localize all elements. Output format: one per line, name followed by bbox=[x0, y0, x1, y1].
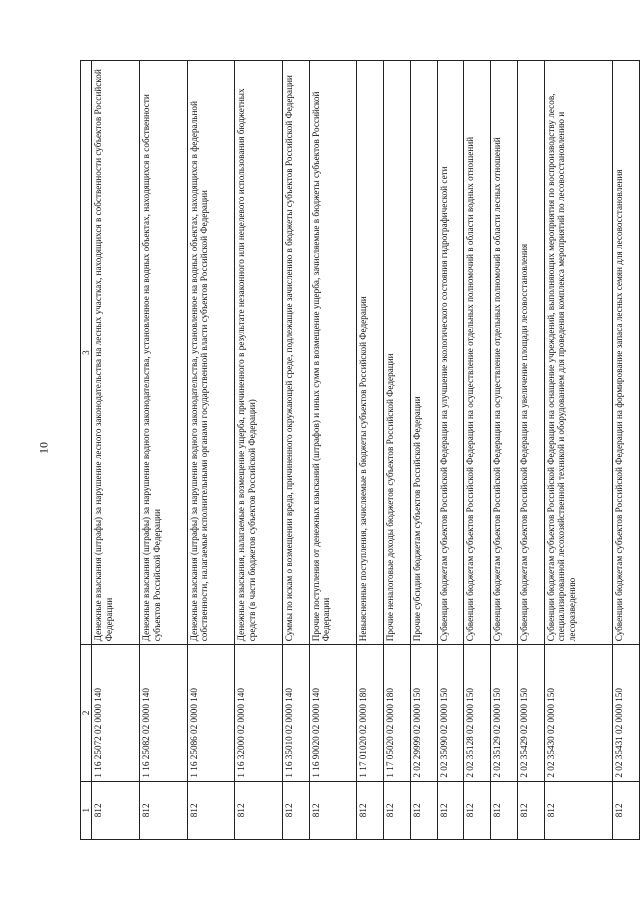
description-cell: Прочие субсидии бюджетам субъектов Российской Федерации bbox=[410, 61, 437, 645]
admin-code-cell: 812 bbox=[384, 781, 411, 839]
admin-code-cell: 812 bbox=[491, 781, 518, 839]
table-row bbox=[139, 61, 187, 840]
table-row bbox=[437, 61, 464, 840]
description-cell: Денежные взыскания, налагаемые в возмещение ущерба, причиненного в результате незаконного или нецелевого использования бюджетных средств (в части бюджетов субъектов Российской Федерации) bbox=[235, 61, 283, 645]
admin-code-cell: 812 bbox=[309, 781, 357, 839]
table-row bbox=[544, 61, 612, 840]
description-cell: Субвенции бюджетам субъектов Российской Федерации на осуществление отдельных полномочий в области лесных отношений bbox=[491, 61, 518, 645]
table-row bbox=[491, 61, 518, 840]
budget-code-cell: 2 02 29999 02 0000 150 bbox=[410, 645, 437, 781]
admin-code-cell: 812 bbox=[517, 781, 544, 839]
table-row bbox=[357, 61, 384, 840]
admin-code-cell: 812 bbox=[437, 781, 464, 839]
table-row bbox=[92, 61, 140, 840]
page-number: 10 bbox=[36, 442, 51, 454]
description-cell: Денежные взыскания (штрафы) за нарушение водного законодательства, установленное на водных объектах, находящихся в собственности субъектов Российской Федерации bbox=[139, 61, 187, 645]
admin-code-cell: 812 bbox=[235, 781, 283, 839]
table-row bbox=[309, 61, 357, 840]
budget-code-cell: 2 02 35431 02 0000 150 bbox=[613, 645, 640, 781]
description-cell: Денежные взыскания (штрафы) за нарушение водного законодательства, установленное на водных объектах, находящихся в федеральной собственности, налагаемые исполнительными органами государственной власти субъектов Российской Федерации bbox=[187, 61, 235, 645]
table-row bbox=[235, 61, 283, 840]
budget-code-cell: 1 16 32000 02 0000 140 bbox=[235, 645, 283, 781]
budget-code-cell: 2 02 35429 02 0000 150 bbox=[517, 645, 544, 781]
budget-code-cell: 1 16 35010 02 0000 140 bbox=[282, 645, 309, 781]
description-cell: Суммы по искам о возмещении вреда, причиненного окружающей среде, подлежащие зачислению в бюджеты субъектов Российской Федерации bbox=[282, 61, 309, 645]
table-row bbox=[282, 61, 309, 840]
description-cell: Прочие неналоговые доходы бюджетов субъектов Российской Федерации bbox=[384, 61, 411, 645]
budget-code-cell: 2 02 35128 02 0000 150 bbox=[464, 645, 491, 781]
table-row bbox=[187, 61, 235, 840]
table-row bbox=[464, 61, 491, 840]
budget-code-cell: 2 02 35090 02 0000 150 bbox=[437, 645, 464, 781]
budget-code-cell: 1 16 25072 02 0000 140 bbox=[92, 645, 140, 781]
admin-code-cell: 812 bbox=[357, 781, 384, 839]
description-cell: Субвенции бюджетам субъектов Российской Федерации на увеличение площади лесовосстановления bbox=[517, 61, 544, 645]
admin-code-cell: 812 bbox=[139, 781, 187, 839]
header-col-3: 3 bbox=[81, 61, 92, 645]
admin-code-cell: 812 bbox=[92, 781, 140, 839]
rotated-table-wrapper bbox=[80, 60, 640, 840]
description-cell: Невыясненные поступления, зачисляемые в бюджеты субъектов Российской Федерации bbox=[357, 61, 384, 645]
admin-code-cell: 812 bbox=[544, 781, 612, 839]
budget-code-cell: 1 17 05020 02 0000 180 bbox=[384, 645, 411, 781]
description-cell: Субвенции бюджетам субъектов Российской Федерации на осуществление отдельных полномочий в области водных отношений bbox=[464, 61, 491, 645]
table-row bbox=[384, 61, 411, 840]
admin-code-cell: 812 bbox=[282, 781, 309, 839]
description-cell: Прочие поступления от денежных взысканий (штрафов) и иных сумм в возмещение ущерба, зачисляемые в бюджеты субъектов Российской Федерации bbox=[309, 61, 357, 645]
admin-code-cell: 812 bbox=[464, 781, 491, 839]
table-row bbox=[613, 61, 640, 840]
header-col-2: 2 bbox=[81, 645, 92, 781]
budget-code-cell: 2 02 35129 02 0000 150 bbox=[491, 645, 518, 781]
admin-code-cell: 812 bbox=[187, 781, 235, 839]
description-cell: Денежные взыскания (штрафы) за нарушение лесного законодательства на лесных участках, находящихся в собственности субъектов Российской Федерации bbox=[92, 61, 140, 645]
budget-code-cell: 1 16 90020 02 0000 140 bbox=[309, 645, 357, 781]
admin-code-cell: 812 bbox=[410, 781, 437, 839]
table-row bbox=[410, 61, 437, 840]
admin-code-cell: 812 bbox=[613, 781, 640, 839]
description-cell: Субвенции бюджетам субъектов Российской Федерации на оснащение учреждений, выполняющих мероприятия по воспроизводству лесов, специализированной лесохозяйственной техникой и оборудованием для проведения комплекса мероприятий по лесовосстановлению и лесоразведению bbox=[544, 61, 612, 645]
budget-code-cell: 1 16 25082 02 0000 140 bbox=[139, 645, 187, 781]
table-header-row bbox=[81, 61, 92, 840]
description-cell: Субвенции бюджетам субъектов Российской Федерации на улучшение экологического состояния гидрографической сети bbox=[437, 61, 464, 645]
table-row bbox=[517, 61, 544, 840]
budget-code-cell: 1 16 25086 02 0000 140 bbox=[187, 645, 235, 781]
budget-code-cell: 2 02 35430 02 0000 150 bbox=[544, 645, 612, 781]
description-cell: Субвенции бюджетам субъектов Российской Федерации на формирование запаса лесных семян для лесовосстановления bbox=[613, 61, 640, 645]
header-col-1: 1 bbox=[81, 781, 92, 839]
revenue-codes-table bbox=[80, 60, 640, 840]
budget-code-cell: 1 17 01020 02 0000 180 bbox=[357, 645, 384, 781]
